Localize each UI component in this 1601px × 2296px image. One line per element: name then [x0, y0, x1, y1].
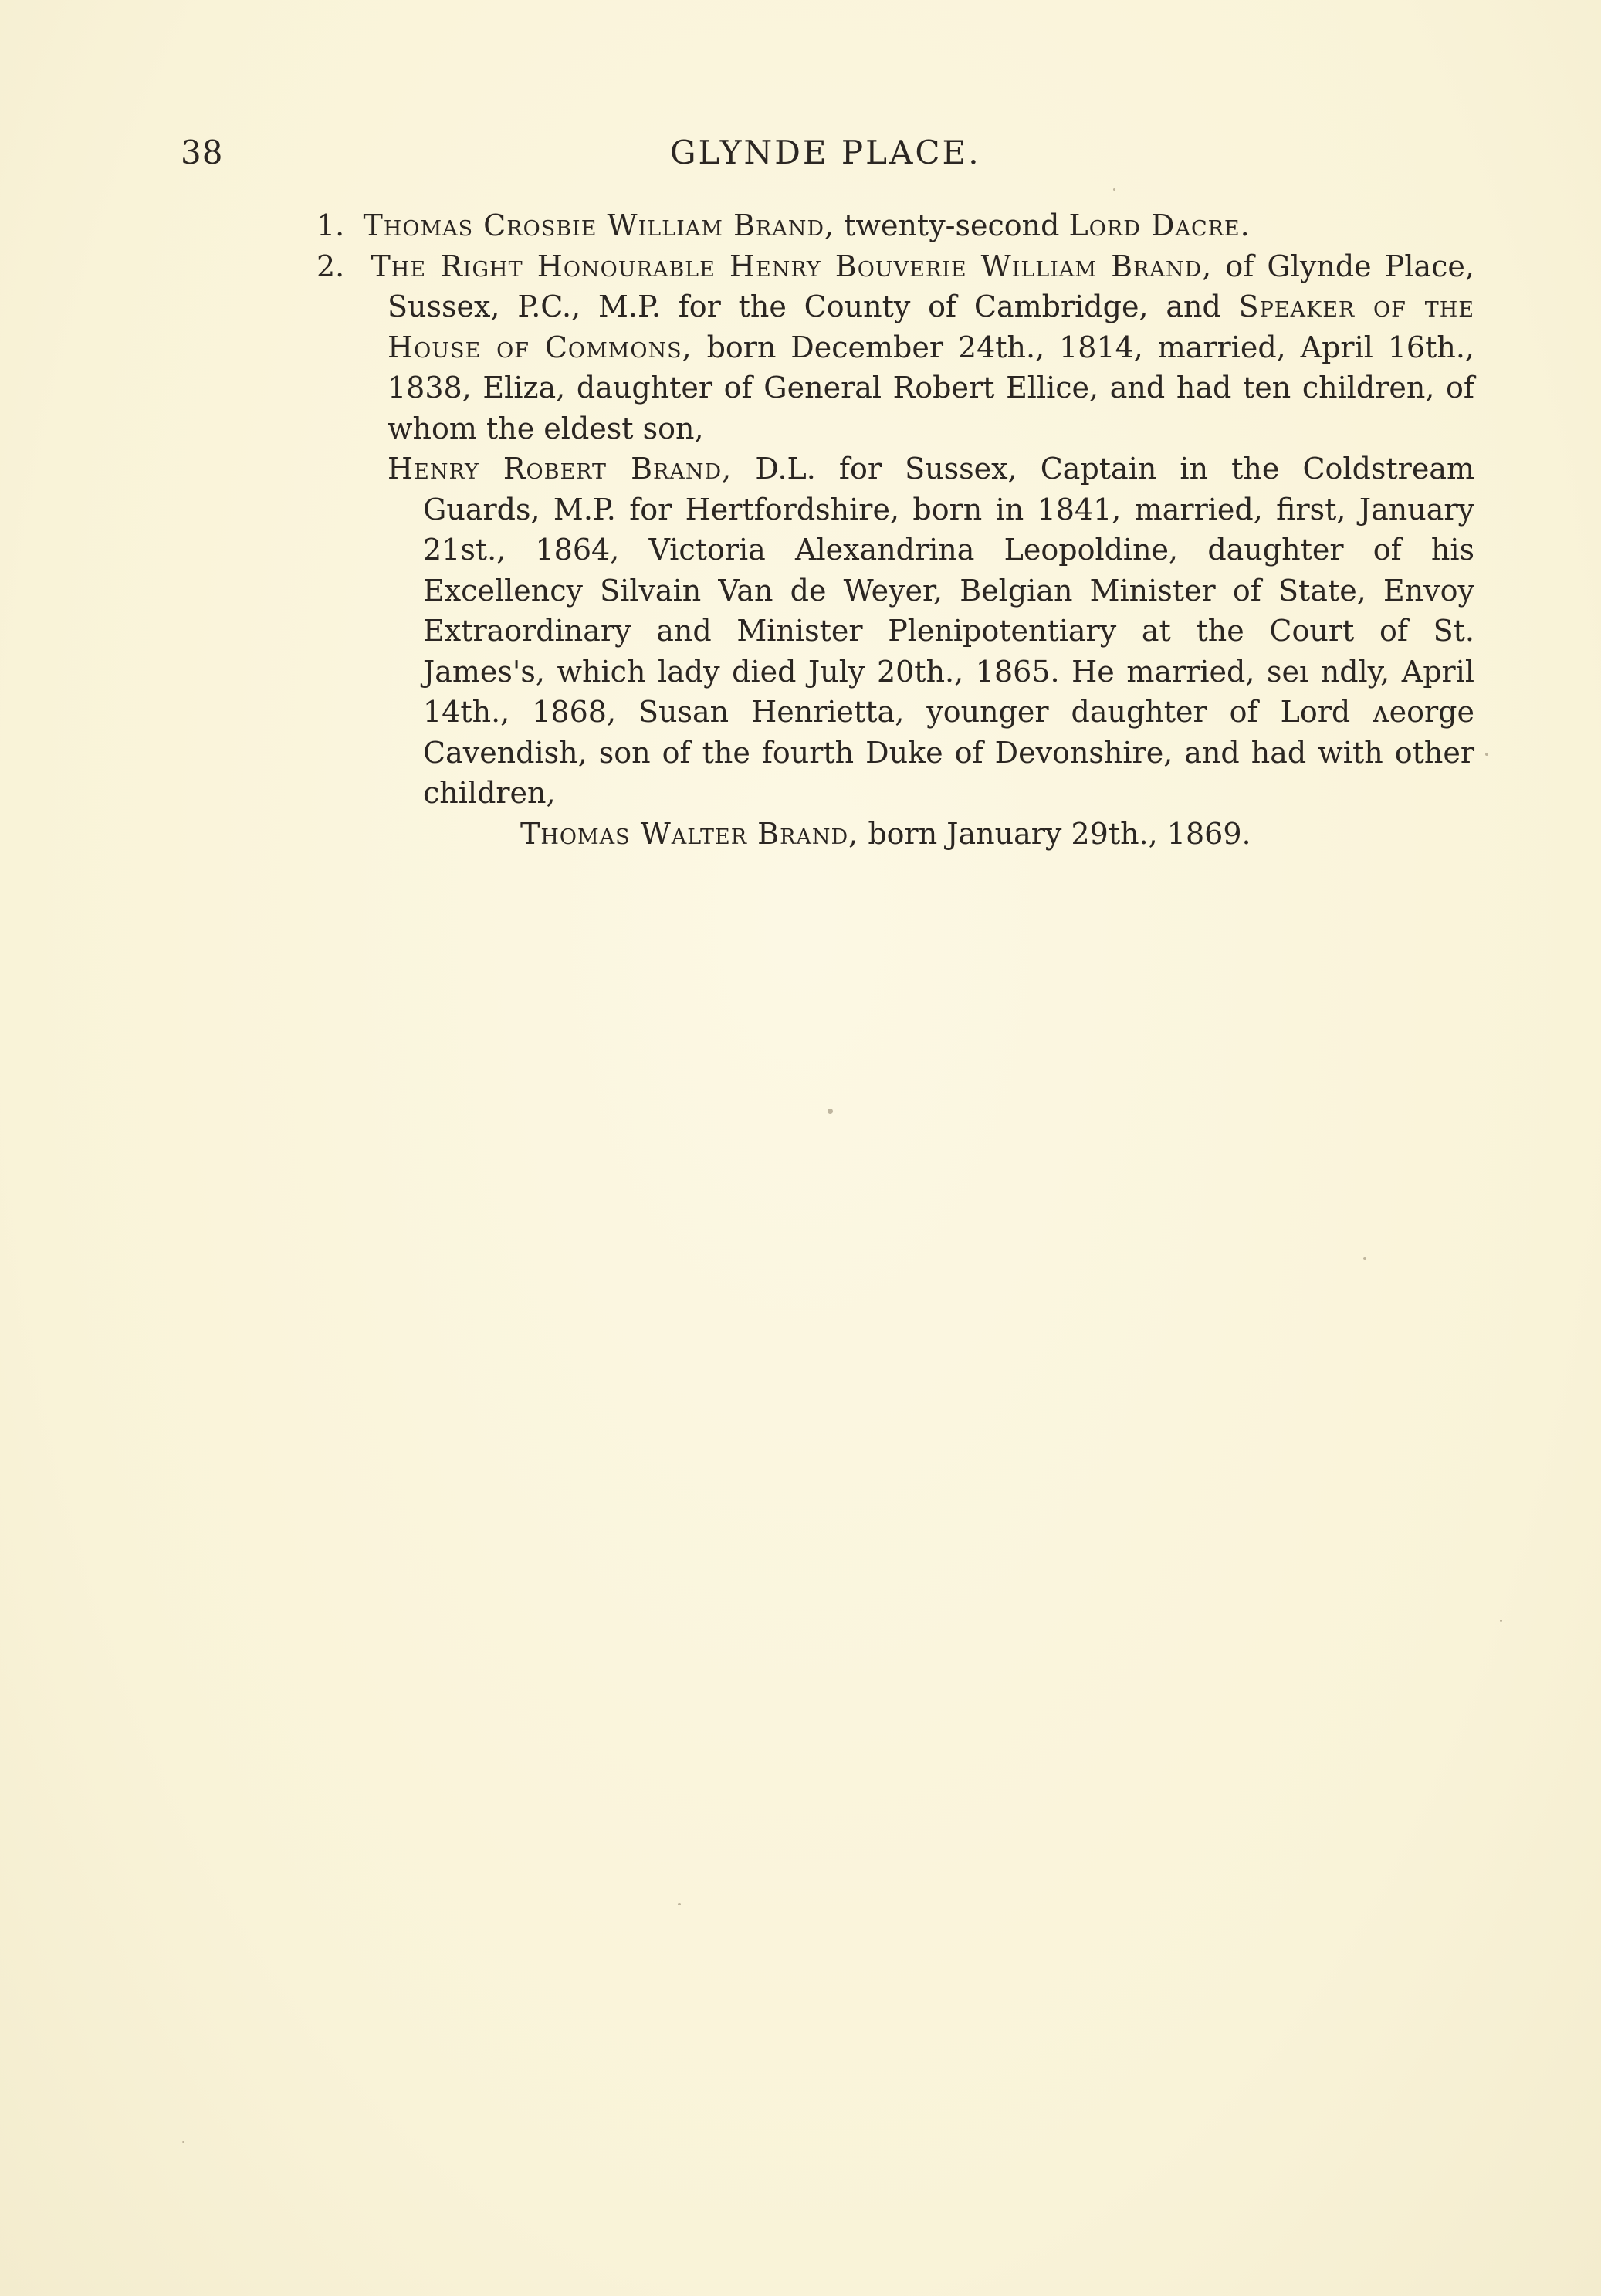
entry-text: twenty-second	[834, 208, 1069, 242]
entry-text: of Glynde Place, Sussex, P.C., M.P. for the County of Cambridge, and	[388, 249, 1475, 323]
person-name: The Right Honourable Henry Bouverie William Brand,	[371, 249, 1213, 283]
genealogy-text	[316, 205, 1474, 854]
entry-1	[316, 205, 1474, 246]
running-title: GLYNDE PLACE.	[670, 134, 981, 171]
entry-text: D.L. for Sussex, Captain in the Coldstream Guards, M.P. for Hertfordshire, born in 1841, married, first, January 21st., 1864, Victoria Alexandrina Leopoldine, daughter of his Excellency Silvain Van de Weyer, Belgian Minister of State, Envoy Extraordinary and Minister Plenipotentiary at the Court of St. James's, which lady died July 20th., 1865. He married, seı ndly, April 14th., 1868, Susan Henrietta, younger daughter of Lord ʌeorge Cavendish, son of the fourth Duke of Devonshire, and had with other children,	[423, 452, 1475, 810]
page-number: 38	[181, 134, 224, 171]
entry-number: 1.	[316, 208, 345, 242]
paper-speck	[828, 1109, 833, 1114]
entry-text: born January 29th., 1869.	[858, 816, 1251, 851]
paper-speck	[1113, 188, 1115, 191]
person-title: Speaker of the House of Commons,	[388, 290, 1474, 364]
son-entry	[388, 449, 1474, 814]
grandson-entry	[520, 814, 1474, 855]
paper-speck	[1500, 1620, 1502, 1622]
paper-speck	[1363, 1257, 1366, 1260]
person-title: Lord Dacre.	[1068, 208, 1251, 242]
entry-number: 2.	[316, 249, 345, 283]
person-name: Henry Robert Brand,	[388, 452, 733, 486]
person-name: Thomas Crosbie William Brand,	[363, 208, 835, 242]
entry-text: born December 24th., 1814, married, April 16th., 1838, Eliza, daughter of General Robert Ellice, and had ten children, of whom the eldest son,	[388, 330, 1475, 445]
paper-speck	[1485, 753, 1488, 756]
entry-2	[316, 246, 1474, 449]
paper-speck	[182, 2141, 184, 2143]
paper-speck	[678, 1903, 681, 1905]
person-name: Thomas Walter Brand,	[520, 816, 859, 851]
